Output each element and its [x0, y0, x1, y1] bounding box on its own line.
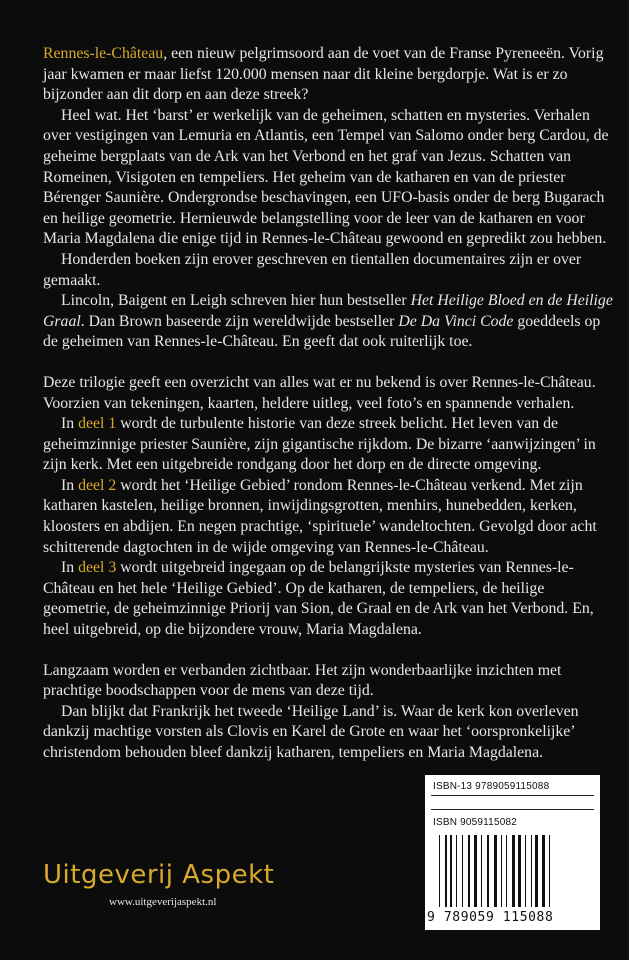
isbn-divider — [431, 809, 594, 810]
deel1-pre: In — [61, 415, 79, 433]
book-title-holy-blood: Het Heilige Bloed en de Heilige Graal — [43, 292, 613, 330]
holy-land-paragraph: Dan blijkt dat Frankrijk het tweede ‘Heilige Land’ is. Waar de kerk kon overleven dankzij machtige vorsten als Clovis en Karel de Grote en waar het ‘oorspronkelijke’ christendom behouden bleef dankzij katharen, tempeliers en Maria Magdalena. — [43, 702, 579, 761]
book-title-da-vinci: De Da Vinci Code — [398, 312, 514, 330]
title-rennes: Rennes-le-Château — [43, 45, 164, 62]
publisher-logo: Uitgeverij Aspekt — [43, 860, 275, 890]
deel1-text: wordt de turbulente historie van deze streek belicht. Het leven van de geheimzinnige priester Saunière, zijn gigantische rijkdom. De bizarre ‘aanwijzingen’ in zijn kerk. Met een uitgebreide rondgang door het dorp en de directe omgeving. — [43, 415, 596, 474]
trilogy-paragraph: Deze trilogie geeft een overzicht van alles wat er nu bekend is over Rennes-le-Château. Voorzien van tekeningen, kaarten, heldere uitleg, veel foto’s en spannende verhalen. — [43, 373, 596, 412]
insights-paragraph: Langzaam worden er verbanden zichtbaar. Het zijn wonderbaarlijke inzichten met prachtige boodschappen voor de mens van deze tijd. — [43, 661, 562, 700]
books-paragraph: Honderden boeken zijn erover geschreven en tientallen documentaires zijn er over gemaakt. — [43, 250, 582, 289]
isbn-divider — [431, 795, 594, 796]
deel3-pre: In — [61, 559, 79, 577]
deel2-text: wordt het ‘Heilige Gebied’ rondom Rennes-le-Château verkend. Met zijn katharen kastelen, heilige bronnen, inwijdingsgrotten, menhirs, hunebedden, kerken, kloosters en abdijen. En negen prachtige, ‘spirituele’ wandeltochten. Gevolgd door acht schitterende dagtochten in de wijde omgeving van Rennes-le-Château. — [43, 476, 597, 556]
mysteries-paragraph: Heel wat. Het ‘barst’ er werkelijk van de geheimen, schatten en mysteries. Verhalen over vestigingen van Lemuria en Atlantis, een Tempel van Salomo onder berg Cardou, de geheime bergplaats van de Ark van het Verbond en het graf van Jezus. Schatten van Romeinen, Visigoten en tempeliers. Het geheim van de katharen en van de priester Bérenger Saunière. Ondergrondse beschavingen, een UFO-basis onder de berg Bugarach en heilige geometrie. Hernieuwde belangstelling voor de leer van de katharen en voor Maria Magdalena die enige tijd in Rennes-le-Château gewoond en gepredikt zou hebben. — [43, 106, 609, 248]
publisher-website: www.uitgeverijaspekt.nl — [109, 896, 217, 908]
isbn-barcode-box — [425, 775, 600, 930]
bestsellers-text-b: . Dan Brown baseerde zijn wereldwijde bestseller — [80, 312, 399, 330]
deel2-label: deel 2 — [78, 476, 117, 494]
deel3-label: deel 3 — [78, 559, 117, 577]
deel2-pre: In — [61, 476, 79, 494]
barcode-icon — [431, 835, 594, 910]
deel3-paragraph — [43, 558, 615, 640]
deel1-label: deel 1 — [78, 415, 117, 433]
deel2-paragraph — [43, 476, 615, 558]
intro-text: , een nieuw pelgrimsoord aan de voet van de Franse Pyreneeën. Vorig jaar kwamen er maar liefst 120.000 mensen naar dit kleine bergdorpje. Wat is er zo bijzonder aan dit dorp en aan deze streek? — [43, 45, 604, 104]
isbn10-label: ISBN 9059115082 — [433, 817, 517, 828]
deel1-paragraph — [43, 414, 615, 476]
bestsellers-paragraph — [43, 291, 615, 353]
isbn13-label: ISBN-13 9789059115088 — [433, 781, 550, 792]
barcode-digits: 9 789059 115088 — [427, 910, 554, 925]
bestsellers-text-c: goeddeels op de geheimen van Rennes-le-Château. En geeft dat ook ruiterlijk toe. — [43, 312, 601, 351]
back-cover-text — [43, 44, 615, 764]
deel3-text: wordt uitgebreid ingegaan op de belangrijkste mysteries van Rennes-le-Château en het hele ‘Heilige Gebied’. Op de katharen, de tempeliers, de heilige geometrie, de geheimzinnige Priorij van Sion, de Graal en de Ark van het Verbond. En, heel uitgebreid, op die bijzondere vrouw, Maria Magdalena. — [43, 559, 594, 639]
intro-paragraph — [43, 44, 615, 106]
bestsellers-text-a: Lincoln, Baigent en Leigh schreven hier hun bestseller — [61, 292, 411, 310]
